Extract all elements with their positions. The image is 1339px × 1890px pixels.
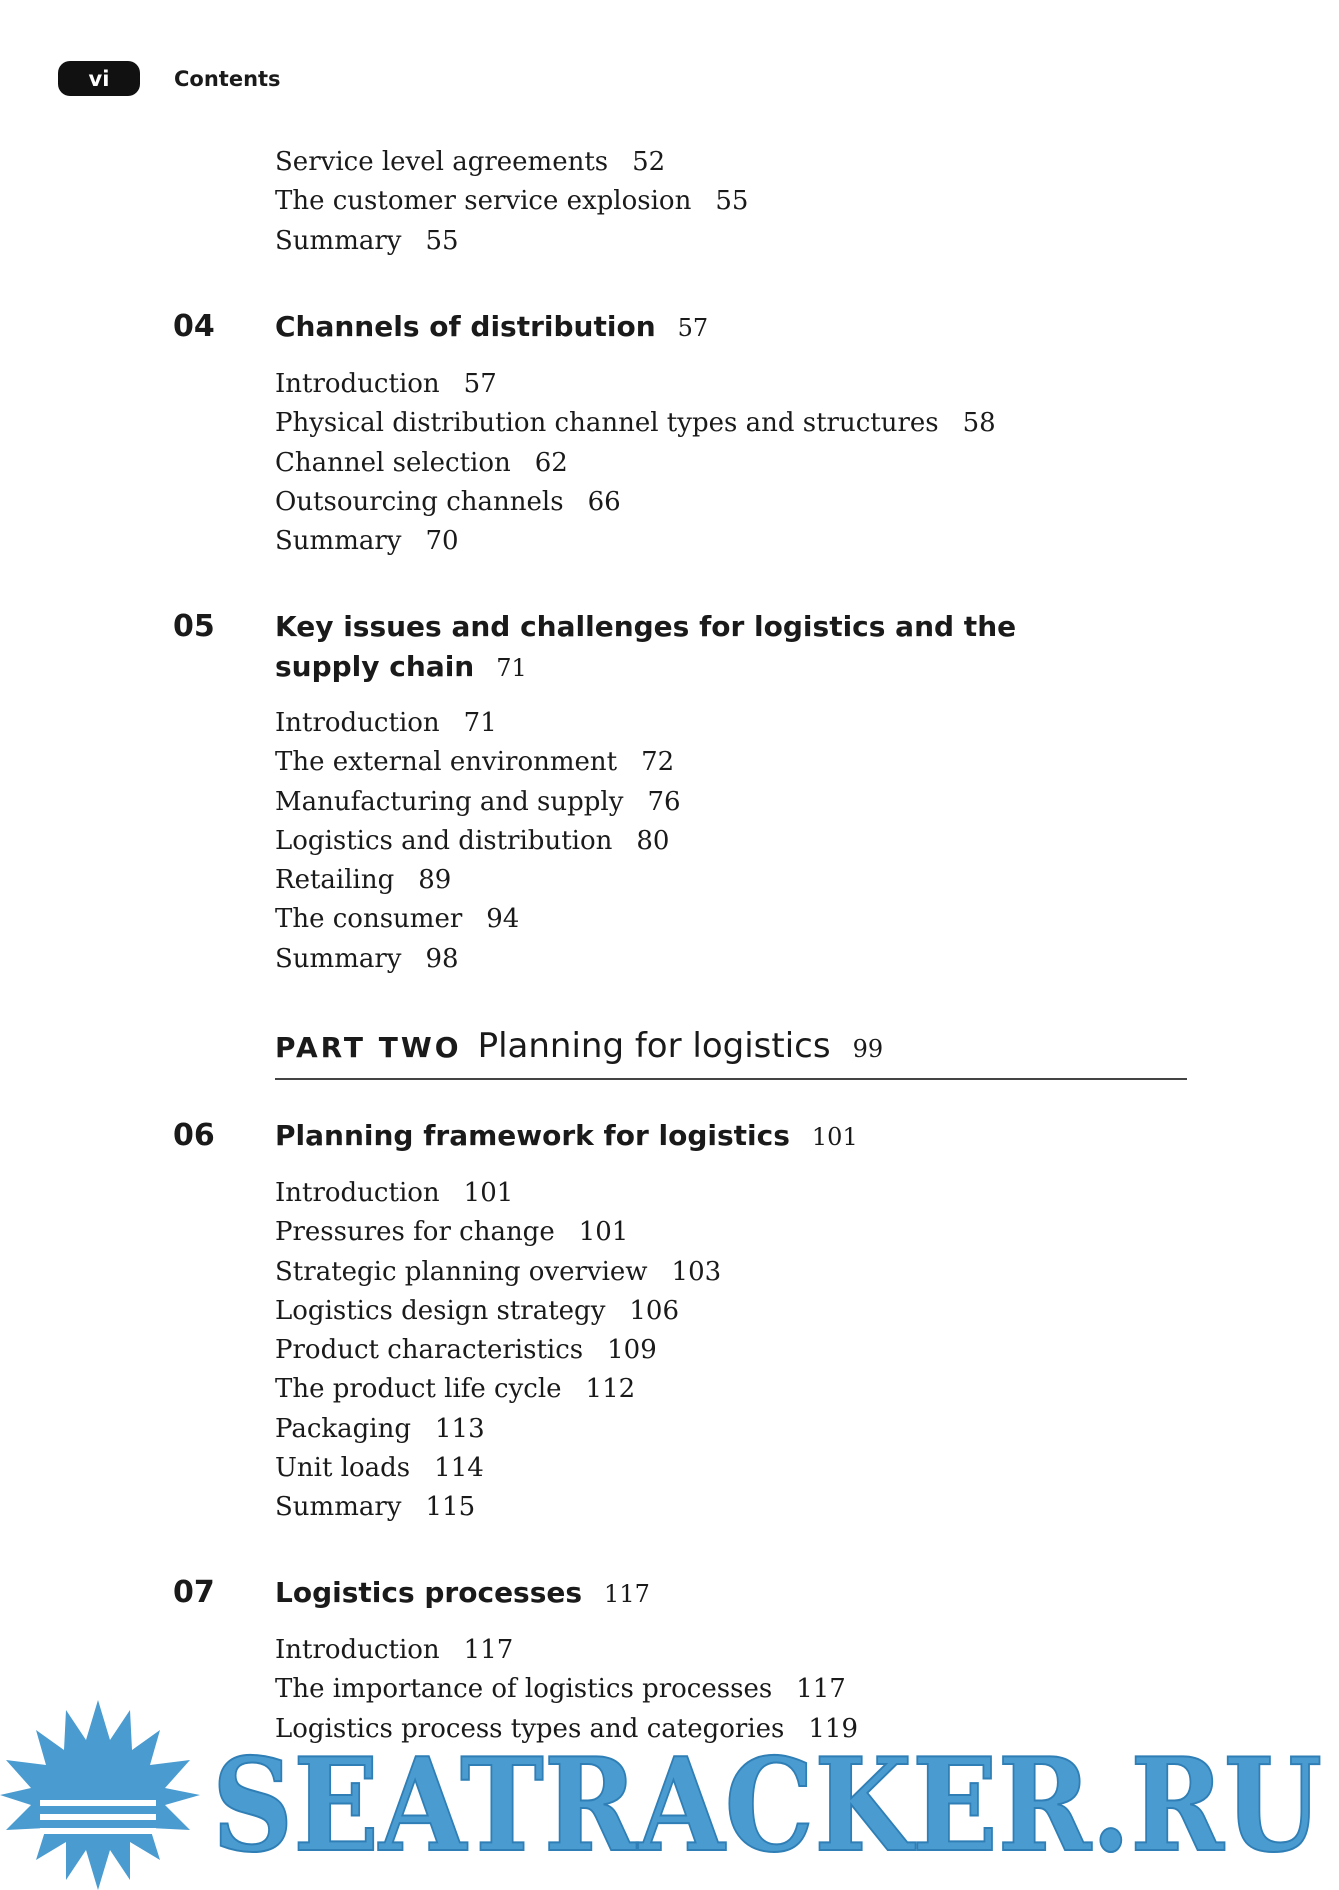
toc-entry[interactable]: Service level agreements 52 <box>275 147 666 177</box>
page-number: vi <box>88 66 110 91</box>
toc-entry[interactable]: Retailing 89 <box>275 865 452 896</box>
chapter-04-number: 04 <box>173 309 215 344</box>
toc-entry[interactable]: Summary 98 <box>275 943 459 974</box>
watermark <box>0 1700 1339 1890</box>
page-number-badge <box>58 61 140 96</box>
toc-entry[interactable]: Outsourcing channels 66 <box>275 486 621 517</box>
toc-entry[interactable]: Logistics process types and categories 119 <box>275 1713 859 1744</box>
sun-logo-icon <box>0 1700 200 1890</box>
toc-entry[interactable]: Introduction 117 <box>275 1635 514 1665</box>
toc-entry[interactable]: Introduction 101 <box>275 1178 514 1208</box>
part-page: 99 <box>852 1035 884 1063</box>
toc-entry[interactable]: Unit loads 114 <box>275 1453 484 1484</box>
toc-entry[interactable]: The customer service explosion 55 <box>275 186 749 217</box>
chapter-04-entries <box>275 365 996 561</box>
chapter-05-entries <box>275 704 681 979</box>
toc-entry[interactable]: Physical distribution channel types and structures 58 <box>275 408 996 439</box>
toc-entry[interactable]: The consumer 94 <box>275 904 520 935</box>
running-header-title: Contents <box>174 67 281 91</box>
chapter-07-number: 07 <box>173 1575 215 1610</box>
toc-entry[interactable]: Introduction 57 <box>275 369 497 399</box>
part-label: PART TWO <box>275 1031 462 1064</box>
chapter-06-number: 06 <box>173 1118 215 1153</box>
chapter-05-title[interactable]: Key issues and challenges for logistics and the supply chain 71 <box>275 610 1017 683</box>
toc-entry[interactable]: Packaging 113 <box>275 1413 485 1444</box>
toc-entry[interactable]: Pressures for change 101 <box>275 1217 629 1248</box>
part-two-heading[interactable] <box>275 1026 1187 1080</box>
toc-entry[interactable]: Introduction 71 <box>275 708 497 738</box>
toc-entry[interactable]: Logistics and distribution 80 <box>275 825 670 856</box>
toc-entry[interactable]: Summary 115 <box>275 1492 476 1523</box>
toc-entry[interactable]: The importance of logistics processes 117 <box>275 1674 846 1705</box>
chapter-06-title[interactable]: Planning framework for logistics 101 <box>275 1119 858 1152</box>
chapter-05-number: 05 <box>173 609 215 644</box>
toc-entry[interactable]: Channel selection 62 <box>275 447 568 478</box>
watermark-text: SEATRACKER.RU <box>212 1731 1322 1881</box>
chapter-04-title[interactable]: Channels of distribution 57 <box>275 310 709 343</box>
chapter-06-entries <box>275 1174 721 1528</box>
chapter-07-title[interactable]: Logistics processes 117 <box>275 1576 650 1609</box>
toc-entry[interactable]: The product life cycle 112 <box>275 1374 636 1405</box>
toc-entry[interactable]: Logistics design strategy 106 <box>275 1295 680 1326</box>
toc-entry[interactable]: Strategic planning overview 103 <box>275 1256 722 1287</box>
continued-entries <box>275 143 748 261</box>
toc-entry[interactable]: Summary 70 <box>275 526 459 557</box>
toc-entry[interactable]: Product characteristics 109 <box>275 1335 657 1366</box>
toc-entry[interactable]: Manufacturing and supply 76 <box>275 786 681 817</box>
part-title: Planning for logistics <box>477 1026 831 1066</box>
toc-entry[interactable]: Summary 55 <box>275 225 459 256</box>
toc-entry[interactable]: The external environment 72 <box>275 747 675 778</box>
